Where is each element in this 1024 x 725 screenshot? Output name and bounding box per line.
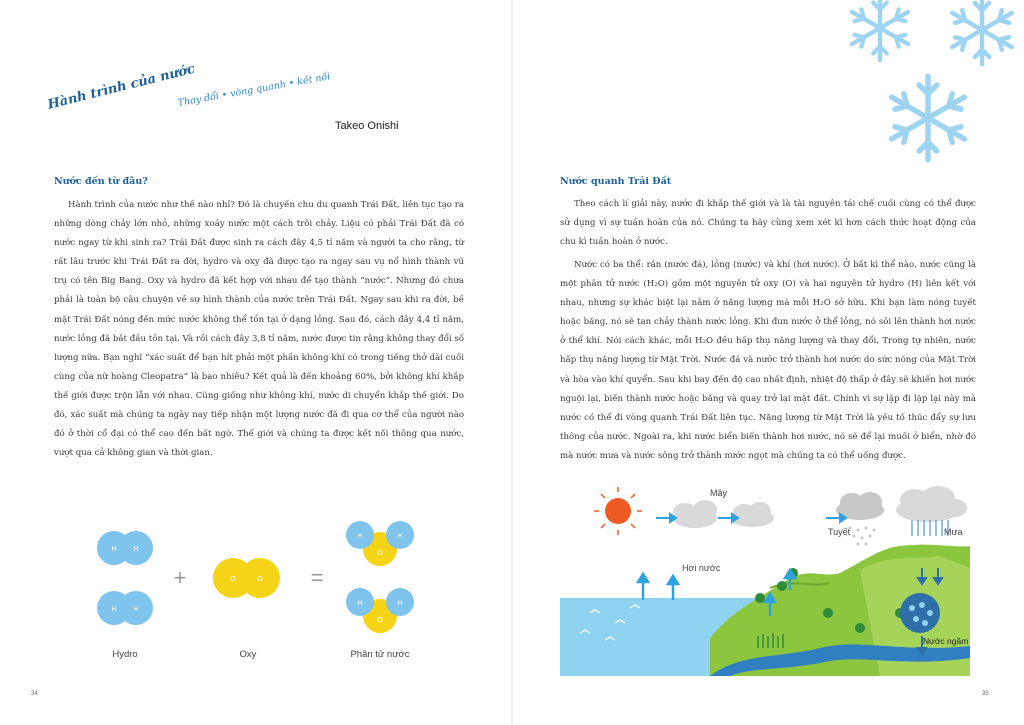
article-title: Hành trình của nước bbox=[46, 61, 197, 113]
snowflake-icon bbox=[952, 0, 1011, 64]
oxygen-molecule bbox=[213, 558, 280, 598]
oxygen-atom-label: O bbox=[230, 576, 236, 583]
hydrogen-atom-label: H bbox=[397, 533, 403, 540]
snow-label: Tuyết bbox=[828, 527, 851, 537]
hydro-label: Hydro bbox=[112, 649, 138, 660]
section-heading: Nước đến từ đâu? bbox=[54, 176, 148, 187]
cloud-icon bbox=[673, 500, 717, 528]
water-cycle-diagram bbox=[560, 478, 970, 676]
oxygen-atom-label: O bbox=[377, 550, 383, 557]
oxygen-atom-label: O bbox=[377, 617, 383, 624]
snowflake-decoration bbox=[832, 0, 1024, 170]
plus-sign: + bbox=[173, 565, 187, 590]
water-molecule-diagram bbox=[90, 515, 430, 645]
page-number-right: 35 bbox=[982, 691, 989, 697]
hydrogen-atom-label: H bbox=[133, 606, 139, 613]
rain-label: Mưa bbox=[944, 527, 963, 537]
hydrogen-atom-label: H bbox=[111, 606, 117, 613]
article-title-block bbox=[46, 61, 338, 138]
body-paragraph-1: Theo cách lí giải này, nước đi khắp thế giới và là tài nguyên tái chế cuối cùng có thể được sử dụng vì sự tuần hoàn của nó. Chúng ta hãy cùng xem xét kĩ hơn cách thức hoạt động của chu kì tuần hoàn ở nước. bbox=[560, 199, 976, 248]
snowflake-icon bbox=[852, 0, 908, 60]
hydrogen-atom-label: H bbox=[397, 600, 403, 607]
cloud-label: Mây bbox=[710, 488, 728, 498]
right-page bbox=[512, 0, 1024, 725]
hydrogen-atom-label: H bbox=[111, 546, 117, 553]
equals-sign: = bbox=[310, 565, 324, 590]
hydrogen-molecule-top bbox=[97, 531, 153, 565]
rain-cloud-icon bbox=[896, 486, 967, 522]
hydrogen-atom-label: H bbox=[133, 546, 139, 553]
body-paragraph: Hành trình của nước như thế nào nhỉ? Đó là chuyến chu du quanh Trái Đất, liên tục tạo ra những dòng chảy lớn nhỏ, những xoáy nước một cách trôi chảy. Liệu có phải Trái Đất đã có nước ngay từ khi sinh ra? Trái Đất được sinh ra cách đây 4,5 tỉ năm và người ta cho rằng, từ rất lâu trước khi Trái Đất ra đời, hydro và oxy đã được tạo ra ngay sau vụ nổ hình thành vũ trụ có tên Big Bang. Oxy và hydro đã kết hợp với nhau để tạo thành “nước”. Nhưng đó chưa phải là toàn bộ câu chuyện về sự hình thành của nước trên Trái Đất. Ngay sau khi ra đời, bề mặt Trái Đất nóng đến mức nước không thể tồn tại ở dạng lỏng. Sau đó, cách đây 4,4 tỉ năm, nước lỏng đã bắt đầu tồn tại. Và rồi cách đây 3,8 tỉ năm, nước được tin rằng không thay đổi số lượng nữa. Bạn nghĩ “xác suất để bạn hít phải một phần không khí có trong tiếng thở dài cuối cùng của nữ hoàng Cleopatra” là bao nhiêu? Kết quả là đến khoảng 60%, bởi không khí khắp thế giới được trộn lẫn với nhau. Cũng giống như không khí, nước di chuyển khắp thế giới. Do đó, xác suất mà chúng ta ngày nay tiếp nhận một lượng nước đã đi qua cơ thể của người nào đó ở thời cổ đại có thể cao đến bất ngờ. Thế giới và chúng ta được kết nối thông qua nước, vượt qua cả không gian và thời gian. bbox=[54, 200, 464, 459]
page-number-left: 34 bbox=[31, 691, 38, 697]
section-heading: Nước quanh Trái Đất bbox=[560, 176, 672, 187]
oxy-label: Oxy bbox=[239, 649, 257, 660]
cloud-icon bbox=[730, 502, 774, 527]
author-name: Takeo Onishi bbox=[335, 120, 399, 132]
oxygen-atom-label: O bbox=[257, 576, 263, 583]
hydrogen-atom-label: H bbox=[357, 600, 363, 607]
vapor-label: Hơi nước bbox=[682, 563, 721, 573]
body-paragraph-2: Nước có ba thể: rắn (nước đá), lỏng (nước) và khí (hơi nước). Ở bất kì thể nào, nước cũng là một phân tử nước (H₂O) gồm một nguyên tử oxy (O) và hai nguyên tử hydro (H) liên kết với nhau, nhưng sự khác biệt lại nằm ở năng lượng mà mỗi H₂O sở hữu. Khi bạn làm nóng tuyết hoặc băng, nó sẽ tan chảy thành nước lỏng. Khi đun nước ở thể lỏng, nó sôi lên thành hơi nước ở thể khí. Nói cách khác, mỗi H₂O đều hấp thụ năng lượng và thay đổi. Trong tự nhiên, nước hấp thụ năng lượng từ Mặt Trời. Nước đá và nước trở thành hơi nước do sức nóng của Mặt Trời và hòa vào khí quyển. Sau khi bay đến độ cao nhất định, nhiệt độ thấp ở đây sẽ khiến hơi nước nguội lại, biến thành nước hoặc băng và quay trở lại mặt đất. Chính vì sự lặp đi lặp lại này mà nước có thể đi vòng quanh Trái Đất liên tục. Năng lượng từ Mặt Trời là yếu tố thúc đẩy sự lưu thông của nước. Ngoài ra, khi nước biển biến thành hơi nước, nó sẽ để lại muối ở biển, nhờ đó mà nước mưa và nước sông trở thành nước ngọt mà chúng ta có thể uống được. bbox=[560, 260, 976, 461]
water-molecule-bottom bbox=[346, 588, 414, 633]
groundwater bbox=[900, 593, 940, 633]
sun-icon bbox=[594, 487, 642, 535]
hydrogen-molecule-bottom bbox=[97, 591, 153, 625]
snowflake-icon bbox=[892, 76, 965, 160]
article-subtitle: Thay đổi • vòng quanh • kết nối bbox=[177, 71, 332, 109]
groundwater-label: Nước ngầm bbox=[923, 636, 969, 646]
water-molecule-label: Phân tử nước bbox=[350, 649, 410, 660]
water-molecule-top bbox=[346, 521, 414, 566]
hydrogen-atom-label: H bbox=[357, 533, 363, 540]
